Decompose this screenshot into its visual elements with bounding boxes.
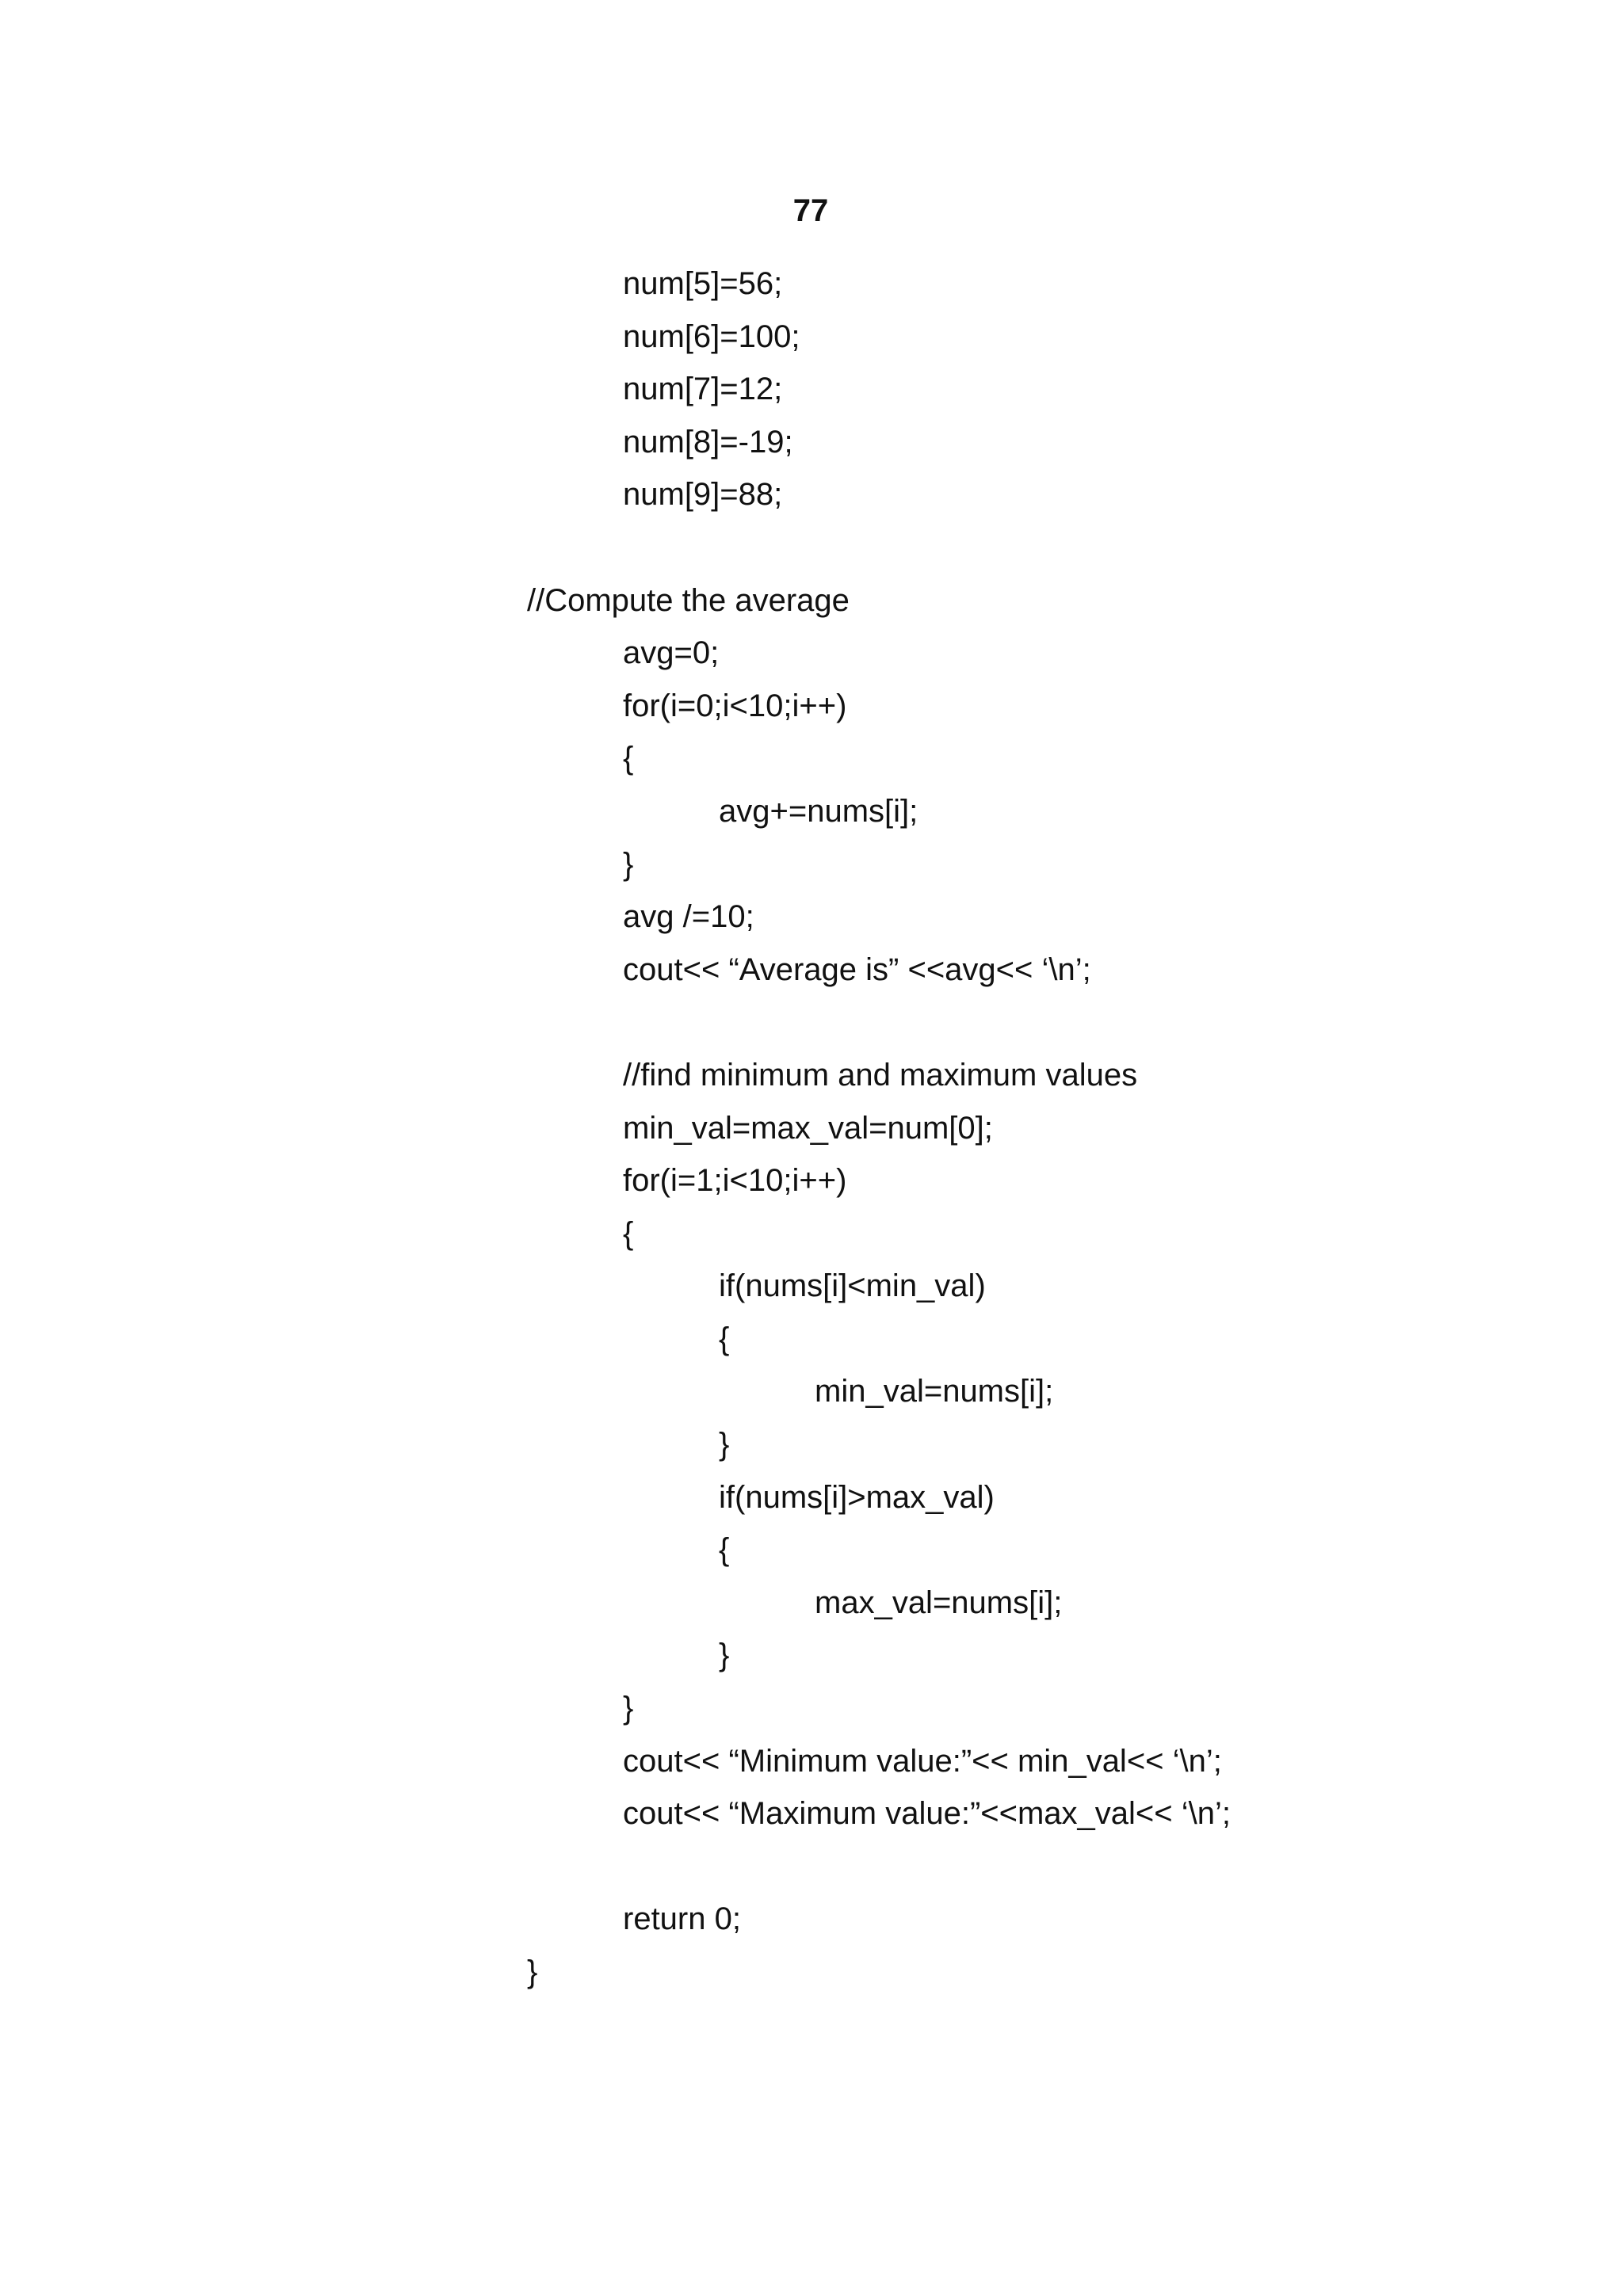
code-line: cout<< “Maximum value:”<<max_val<< ‘\n’; bbox=[623, 1796, 1232, 1832]
code-line: cout<< “Average is” <<avg<< ‘\n’; bbox=[623, 952, 1091, 987]
code-line: } bbox=[623, 1691, 634, 1726]
code-line: //Compute the average bbox=[527, 582, 850, 618]
blank-line bbox=[527, 1840, 1231, 1894]
code-listing bbox=[527, 257, 1231, 1999]
code-line: avg /=10; bbox=[623, 899, 754, 935]
code-line: } bbox=[527, 1955, 538, 1989]
code-line: avg=0; bbox=[623, 635, 720, 671]
page-number-text: 77 bbox=[792, 193, 829, 228]
code-line: { bbox=[719, 1532, 730, 1568]
blank-line bbox=[527, 521, 1231, 574]
code-line: //find minimum and maximum values bbox=[623, 1057, 1138, 1093]
code-line: num[8]=-19; bbox=[623, 424, 793, 460]
code-line: } bbox=[623, 846, 634, 882]
code-line: num[6]=100; bbox=[623, 318, 800, 354]
code-line: num[5]=56; bbox=[623, 266, 783, 301]
code-line: num[7]=12; bbox=[623, 372, 783, 407]
page-number bbox=[0, 189, 1623, 233]
code-line: } bbox=[719, 1427, 730, 1463]
blank-line bbox=[527, 996, 1231, 1049]
code-line: for(i=1;i<10;i++) bbox=[623, 1163, 847, 1199]
code-line: min_val=nums[i]; bbox=[815, 1374, 1054, 1409]
code-line: for(i=0;i<10;i++) bbox=[623, 688, 847, 723]
code-line: avg+=nums[i]; bbox=[719, 793, 918, 829]
code-line: { bbox=[719, 1321, 730, 1356]
code-line: max_val=nums[i]; bbox=[815, 1585, 1063, 1620]
code-line: { bbox=[623, 1215, 634, 1251]
code-line: { bbox=[623, 741, 634, 776]
code-line: } bbox=[719, 1638, 730, 1673]
code-line: if(nums[i]<min_val) bbox=[719, 1268, 986, 1304]
code-line: if(nums[i]>max_val) bbox=[719, 1479, 995, 1515]
code-line: return 0; bbox=[623, 1901, 741, 1937]
code-line: min_val=max_val=num[0]; bbox=[623, 1110, 993, 1146]
code-line: cout<< “Minimum value:”<< min_val<< ‘\n’; bbox=[623, 1743, 1222, 1779]
code-line: num[9]=88; bbox=[623, 477, 783, 513]
